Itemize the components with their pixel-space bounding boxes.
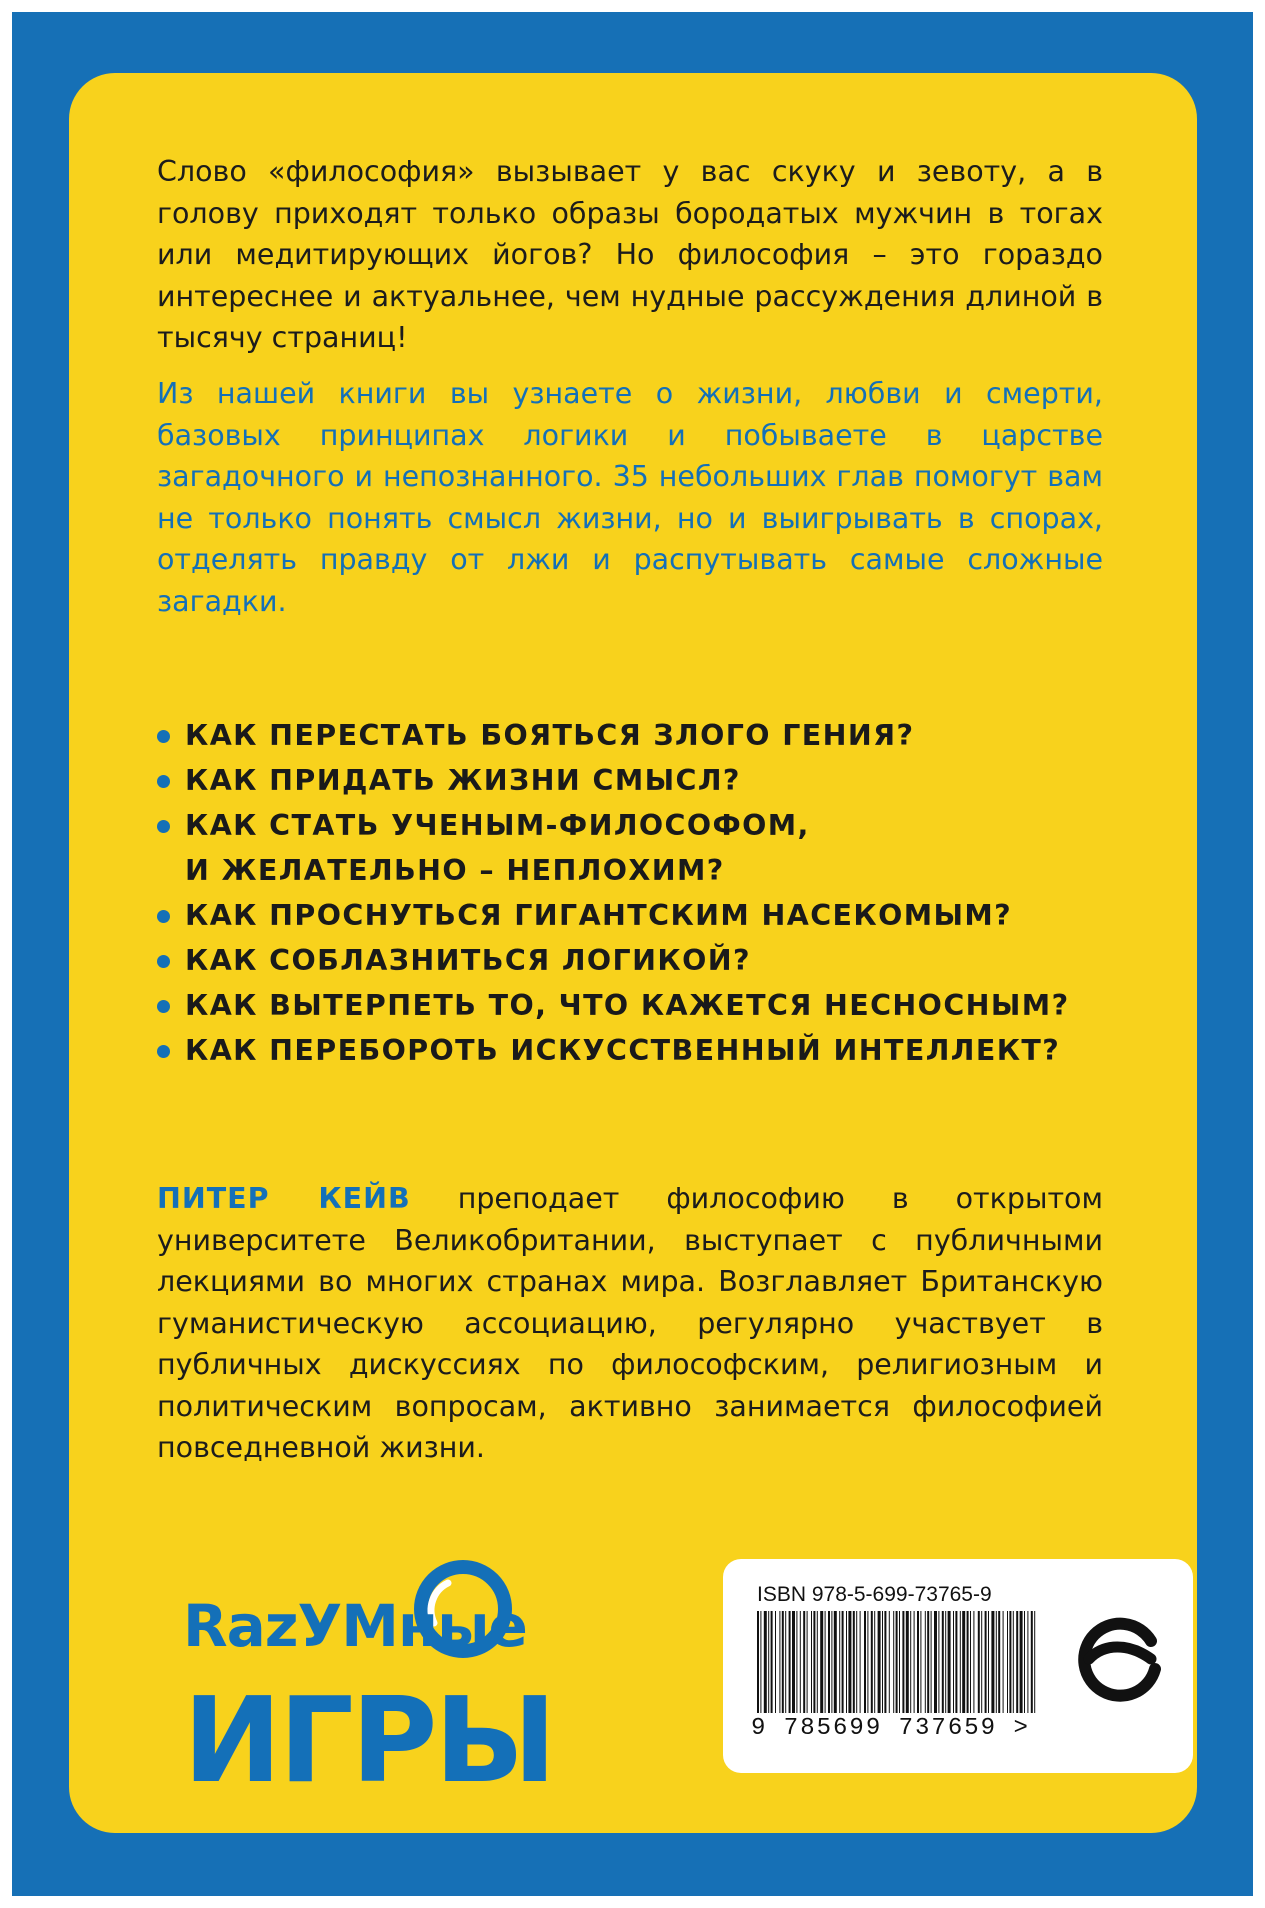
question-text-continued: И ЖЕЛАТЕЛЬНО – НЕПЛОХИМ?	[185, 854, 725, 887]
question-item	[157, 758, 1137, 803]
question-text: КАК ПЕРЕСТАТЬ БОЯТЬСЯ ЗЛОГО ГЕНИЯ?	[185, 719, 915, 752]
series-logo-bottom: ИГРЫ	[183, 1671, 554, 1809]
question-item	[157, 893, 1137, 938]
author-name: ПИТЕР КЕЙВ	[157, 1182, 411, 1215]
series-logo-top: RazУМные	[183, 1592, 527, 1660]
bullet-icon	[157, 775, 170, 788]
bullet-icon	[157, 910, 170, 923]
barcode-box	[723, 1559, 1193, 1773]
bullet-icon	[157, 820, 170, 833]
yellow-panel	[69, 73, 1197, 1833]
series-logo	[183, 1592, 603, 1837]
questions-list	[157, 713, 1137, 1073]
question-item	[157, 803, 1137, 893]
question-text: КАК ВЫТЕРПЕТЬ ТО, ЧТО КАЖЕТСЯ НЕСНОСНЫМ?	[185, 989, 1070, 1022]
barcode-digits: 9 785699 737659 >	[751, 1715, 1030, 1742]
question-item	[157, 983, 1137, 1028]
isbn-label: ISBN 978-5-699-73765-9	[757, 1583, 992, 1606]
book-back-cover	[12, 12, 1253, 1896]
bullet-icon	[157, 955, 170, 968]
publisher-logo-icon	[1059, 1599, 1177, 1717]
question-item	[157, 713, 1137, 758]
bullet-icon	[157, 1045, 170, 1058]
author-bio-text: преподает философию в открытом университете Великобритании, выступает с публичными лекциями во многих странах мира. Возглавляет Британскую гуманистическую ассоциацию, регулярно участвует в публичных дискуссиях по философским, религиозным и политическим вопросам, активно занимается философией повседневной жизни.	[157, 1182, 1103, 1464]
barcode	[757, 1611, 1037, 1713]
question-text: КАК ПРИДАТЬ ЖИЗНИ СМЫСЛ?	[185, 764, 741, 797]
question-text: КАК СТАТЬ УЧЕНЫМ-ФИЛОСОФОМ,	[185, 809, 810, 842]
bullet-icon	[157, 1000, 170, 1013]
question-text: КАК ПЕРЕБОРОТЬ ИСКУССТВЕННЫЙ ИНТЕЛЛЕКТ?	[185, 1034, 1061, 1067]
question-item	[157, 1028, 1137, 1073]
intro-paragraph: Слово «философия» вызывает у вас скуку и зевоту, а в голову приходят только образы бородатых мужчин в тогах или медитирующих йогов? Но философия – это гораздо интереснее и актуальнее, чем нудные рассуждения длиной в тысячу страниц!	[157, 155, 1103, 354]
teaser-paragraph: Из нашей книги вы узнаете о жизни, любви и смерти, базовых принципах логики и побываете в царстве загадочного и непознанного. 35 небольших глав помогут вам не только понять смысл жизни, но и выигрывать в спорах, отделять правду от лжи и распутывать самые сложные загадки.	[157, 377, 1103, 618]
question-item	[157, 938, 1137, 983]
question-text: КАК СОБЛАЗНИТЬСЯ ЛОГИКОЙ?	[185, 944, 751, 977]
author-bio	[157, 1178, 1103, 1469]
question-text: КАК ПРОСНУТЬСЯ ГИГАНТСКИМ НАСЕКОМЫМ?	[185, 899, 1013, 932]
bullet-icon	[157, 730, 170, 743]
